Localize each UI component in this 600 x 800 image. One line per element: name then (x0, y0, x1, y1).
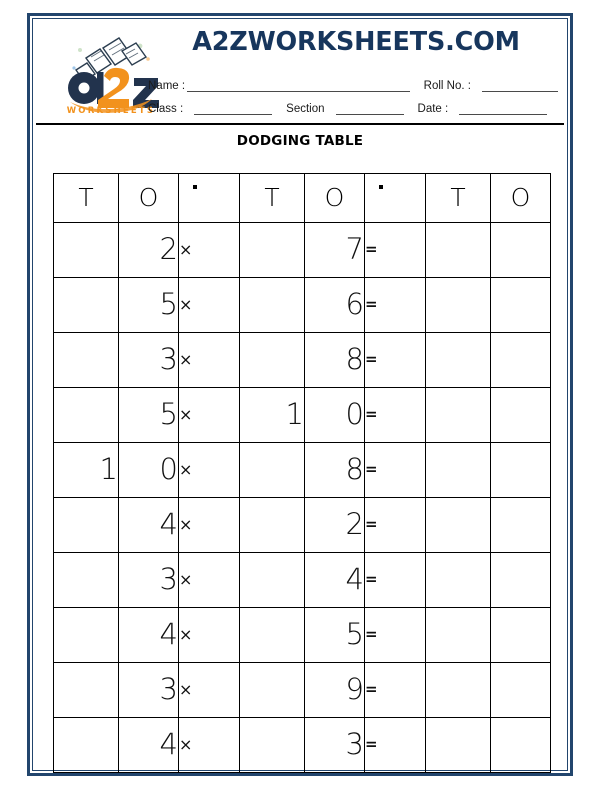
table-row (54, 497, 551, 552)
equals-sign: = (365, 497, 426, 552)
operand-a-ones: 3 (119, 662, 179, 717)
operand-b-ones: 7 (305, 222, 365, 277)
operand-b-tens (240, 277, 305, 332)
logo-subtitle-text: WORKSHEETS (66, 106, 156, 116)
multiply-sign: × (179, 497, 240, 552)
answer-tens-blank[interactable] (426, 442, 491, 497)
equals-sign: = (365, 387, 426, 442)
date-input-line[interactable] (459, 103, 547, 115)
header-cell-dot1 (179, 174, 240, 223)
class-input-line[interactable] (194, 103, 272, 115)
header-cell-o3: O (491, 174, 551, 223)
operand-b-ones: 8 (305, 442, 365, 497)
operand-a-tens (54, 552, 119, 607)
equals-sign: = (365, 552, 426, 607)
equals-sign: = (365, 277, 426, 332)
student-info-fields (148, 69, 558, 115)
dot-icon (193, 185, 197, 189)
operand-b-ones: 3 (305, 717, 365, 772)
answer-tens-blank[interactable] (426, 277, 491, 332)
multiply-sign: × (179, 387, 240, 442)
operand-b-ones: 9 (305, 662, 365, 717)
section-input-line[interactable] (336, 103, 404, 115)
table-row (54, 222, 551, 277)
table-row (54, 662, 551, 717)
operand-b-tens: 1 (240, 387, 305, 442)
site-title: A2ZWORKSHEETS.COM (192, 27, 520, 57)
dodging-table-body (54, 174, 551, 773)
table-row (54, 442, 551, 497)
table-row (54, 607, 551, 662)
operand-b-tens (240, 607, 305, 662)
multiply-sign: × (179, 717, 240, 772)
operand-a-tens (54, 662, 119, 717)
worksheet-title: DODGING TABLE (236, 133, 364, 149)
name-input-line[interactable] (187, 80, 410, 92)
answer-ones-blank[interactable] (491, 442, 551, 497)
class-label: Class : (148, 103, 184, 115)
operand-a-ones: 4 (119, 497, 179, 552)
operand-b-ones: 8 (305, 332, 365, 387)
dot-icon (379, 185, 383, 189)
header-cell-t2: T (240, 174, 305, 223)
multiply-sign: × (179, 662, 240, 717)
operand-a-ones: 4 (119, 607, 179, 662)
date-label: Date : (417, 103, 449, 115)
operand-b-ones: 6 (305, 277, 365, 332)
operand-a-tens (54, 222, 119, 277)
operand-b-ones: 4 (305, 552, 365, 607)
operand-b-tens (240, 717, 305, 772)
worksheet-header (36, 22, 564, 125)
header-cell-o1: O (119, 174, 179, 223)
field-row-name (148, 69, 558, 92)
answer-ones-blank[interactable] (491, 277, 551, 332)
equals-sign: = (365, 442, 426, 497)
operand-b-tens (240, 222, 305, 277)
name-label: Name : (148, 80, 186, 92)
table-row (54, 717, 551, 772)
multiply-sign: × (179, 277, 240, 332)
equals-sign: = (365, 717, 426, 772)
answer-ones-blank[interactable] (491, 717, 551, 772)
header-cell-t3: T (426, 174, 491, 223)
table-row (54, 552, 551, 607)
table-header-row (54, 174, 551, 223)
operand-b-tens (240, 552, 305, 607)
answer-tens-blank[interactable] (426, 717, 491, 772)
answer-ones-blank[interactable] (491, 607, 551, 662)
answer-tens-blank[interactable] (426, 332, 491, 387)
roll-no-input-line[interactable] (482, 80, 558, 92)
operand-a-tens (54, 607, 119, 662)
table-row (54, 387, 551, 442)
operand-a-ones: 2 (119, 222, 179, 277)
answer-ones-blank[interactable] (491, 552, 551, 607)
equals-sign: = (365, 607, 426, 662)
operand-a-tens (54, 497, 119, 552)
field-row-class (148, 92, 558, 115)
multiply-sign: × (179, 552, 240, 607)
answer-tens-blank[interactable] (426, 387, 491, 442)
multiply-sign: × (179, 607, 240, 662)
multiply-sign: × (179, 332, 240, 387)
answer-tens-blank[interactable] (426, 222, 491, 277)
operand-b-tens (240, 662, 305, 717)
roll-no-label: Roll No. : (423, 80, 471, 92)
header-cell-dot2 (365, 174, 426, 223)
multiply-sign: × (179, 222, 240, 277)
operand-a-tens (54, 277, 119, 332)
operand-a-ones: 3 (119, 332, 179, 387)
equals-sign: = (365, 222, 426, 277)
operand-a-tens (54, 332, 119, 387)
multiply-sign: × (179, 442, 240, 497)
operand-b-ones: 0 (305, 387, 365, 442)
answer-ones-blank[interactable] (491, 387, 551, 442)
answer-ones-blank[interactable] (491, 222, 551, 277)
answer-tens-blank[interactable] (426, 552, 491, 607)
operand-b-tens (240, 497, 305, 552)
answer-ones-blank[interactable] (491, 662, 551, 717)
equals-sign: = (365, 332, 426, 387)
answer-tens-blank[interactable] (426, 607, 491, 662)
table-row (54, 332, 551, 387)
operand-a-ones: 0 (119, 442, 179, 497)
answer-tens-blank[interactable] (426, 662, 491, 717)
answer-ones-blank[interactable] (491, 332, 551, 387)
operand-b-tens (240, 332, 305, 387)
answer-ones-blank[interactable] (491, 497, 551, 552)
operand-a-ones: 5 (119, 387, 179, 442)
answer-tens-blank[interactable] (426, 497, 491, 552)
operand-b-tens (240, 442, 305, 497)
operand-a-ones: 4 (119, 717, 179, 772)
section-label: Section (286, 103, 325, 115)
operand-b-ones: 2 (305, 497, 365, 552)
operand-a-tens (54, 717, 119, 772)
header-cell-t1: T (54, 174, 119, 223)
dodging-table (53, 173, 551, 773)
operand-b-ones: 5 (305, 607, 365, 662)
operand-a-ones: 5 (119, 277, 179, 332)
equals-sign: = (365, 662, 426, 717)
header-cell-o2: O (305, 174, 365, 223)
operand-a-tens (54, 387, 119, 442)
operand-a-ones: 3 (119, 552, 179, 607)
operand-a-tens: 1 (54, 442, 119, 497)
table-row (54, 277, 551, 332)
